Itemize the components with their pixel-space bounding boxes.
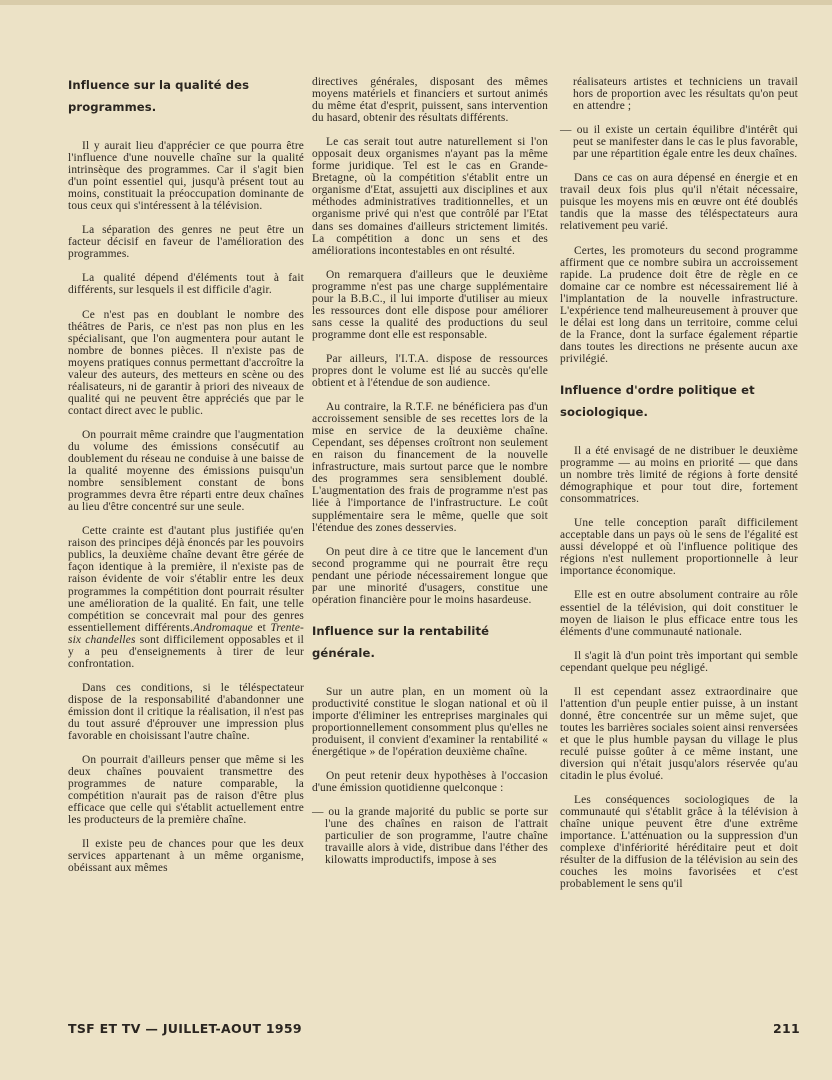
italic-title: Trente-six chandelles <box>68 621 304 646</box>
italic-title: Andromaque <box>192 621 253 634</box>
section-heading: Influence sur la qualité des programmes. <box>68 78 250 114</box>
column-3 <box>560 76 798 902</box>
paragraph: Une telle conception paraît difficilement acceptable dans un pays où le sens de l'égalité est aussi développé et où l'influence politique des régions n'est nullement proportionnelle à leur importance économique. <box>560 517 798 578</box>
paragraph: Il a été envisagé de ne distribuer le deuxième programme — au moins en priorité — que dans un nombre très limité de régions à forte densité démographique et pour tout dire, fortement consommatrices. <box>560 444 798 506</box>
dash-list-item: — ou la grande majorité du public se porte sur l'une des chaînes en raison de l'attrait particulier de son programme, l'autre chaîne travaille alors à vide, distribue dans l'éther des kilowatts improductifs, impose à ses <box>312 806 548 867</box>
paragraph: Sur un autre plan, en un moment où la productivité constitue le slogan national et où il importe d'éliminer les entreprises marginales qui proportionnellement consomment plus qu'elles ne produisent, il convient d'examiner la rentabilité « énergétique » de l'opération deuxième chaîne. <box>312 685 548 759</box>
paragraph: On pourrait d'ailleurs penser que même si les deux chaînes pouvaient transmettre des programmes de nature comparable, la compétition n'aurait pas de raison d'être plus efficace que celle qui s'établit actuellement entre les producteurs de la première chaîne. <box>68 754 304 827</box>
paragraph: Par ailleurs, l'I.T.A. dispose de ressources propres dont le volume est lié au succès qu'elle obtient et à l'étendue de son audience. <box>312 352 548 390</box>
paragraph <box>68 525 304 670</box>
section-heading: Influence d'ordre politique et sociologique. <box>560 382 755 419</box>
paragraph: Il y aurait lieu d'apprécier ce que pourra être l'influence d'une nouvelle chaîne sur la qualité intrinsèque des programmes. Car il s'agit bien d'un point essentiel qui, jusqu'à présent tout au moins, constituait la préoccupation dominante de tous ceux qui s'intéressent à la télévision. <box>68 140 304 213</box>
page-top-edge <box>0 0 832 5</box>
paragraph: Il est cependant assez extraordinaire que l'attention d'un peuple entier puisse, à un instant donné, être concentrée sur un même sujet, que toutes les barrières sociales soient ainsi renversées et que le plus humble paysan du village le plus reculé puisse goûter à ce même instant, une diversion qui n'était jusqu'alors réservée qu'au citadin le plus évolué. <box>560 685 798 783</box>
paragraph: On peut dire à ce titre que le lancement d'un second programme qui ne pourrait être reçu pendant une période nécessairement longue que par une minorité d'usagers, constitue une opération financière pour le moins hasardeuse. <box>312 545 548 606</box>
paragraph: Le cas serait tout autre naturellement si l'on opposait deux organismes n'ayant pas la même forme juridique. Tel est le cas en Grande-Bretagne, où la compétition s'établit entre un organisme d'Etat, assujetti aux disciplines et aux méthodes administratives traditionnelles, et un organisme privé qui n'est que contrôlé par l'Etat dans ses domaines d'ailleurs strictement limités. La compétition a donc un sens et des améliorations incontestables en ont résulté. <box>312 136 548 257</box>
paragraph: On peut retenir deux hypothèses à l'occasion d'une émission quotidienne quelconque : <box>312 770 548 795</box>
text-run: et <box>252 621 271 634</box>
paragraph: Il s'agit là d'un point très important qui semble cependant quelque peu négligé. <box>560 649 798 674</box>
text-run: sont difficilement opposables et il y a peu d'enseignements à tirer de leur confrontation. <box>68 633 305 670</box>
paragraph: Certes, les promoteurs du second programme affirment que ce nombre subira un accroissement rapide. La prudence doit être de règle en ce domaine car ce nombre est nécessairement lié à l'implantation de la nouvelle infrastructure. L'expérience tend malheureusement à prouver que le délai est long dans un territoire, comme celui de la France, dont la surface également répartie dans toutes les directions ne présente aucun axe privilégié. <box>560 244 798 365</box>
paragraph: La séparation des genres ne peut être un facteur décisif en faveur de l'amélioration des programmes. <box>68 224 304 261</box>
paragraph: Ce n'est pas en doublant le nombre des théâtres de Paris, ce n'est pas non plus en les spécialisant, que l'on augmentera pour autant le nombre de bonnes pièces. Il n'existe pas de moyens pratiques connus permettant d'accroître la valeur des auteurs, des metteurs en scène ou des réalisateurs, ni de garantir à priori des niveaux de qualité qui ne peuvent être appréciés que par le contact direct avec le public. <box>68 308 304 417</box>
paragraph: Au contraire, la R.T.F. ne bénéficiera pas d'un accroissement sensible de ses recettes lors de la mise en service de la deuxième chaîne. Cependant, ses dépenses croîtront non seulement en raison du financement de la nouvelle infrastructure, mais surtout parce que le nombre des programmes sera sensiblement doublé. L'augmentation des frais de programme n'est pas liée à l'importance de l'infrastructure. Le coût supplémentaire sera le même, quelle que soit l'étendue des zones desservies. <box>312 401 548 534</box>
paragraph: On remarquera d'ailleurs que le deuxième programme n'est pas une charge supplémentaire pour la B.B.C., il lui importe d'utiliser au mieux les ressources dont elle dispose pour améliorer sans cesse la qualité des productions du seul programme dont elle est responsable. <box>312 268 548 341</box>
paragraph: directives générales, disposant des mêmes moyens matériels et financiers et surtout animés du même état d'esprit, puissent, sans intervention du hasard, obtenir des résultats différents. <box>312 76 548 125</box>
paragraph: La qualité dépend d'éléments tout à fait différents, sur lesquels il est difficile d'agir. <box>68 272 304 297</box>
paragraph: Il existe peu de chances pour que les deux services appartenant à un même organisme, obéissant aux mêmes <box>68 838 304 875</box>
publication-footer: TSF ET TV — JUILLET-AOUT 1959 <box>68 1021 302 1036</box>
section-heading: Influence sur la rentabilité générale. <box>312 623 490 660</box>
paragraph: On pourrait même craindre que l'augmentation du volume des émissions consécutif au doublement du réseau ne conduise à une baisse de la qualité moyenne des émissions puisqu'un nombre sensiblement constant de bons programmes devra être réparti entre deux chaînes au lieu d'être concentré sur une seule. <box>68 428 304 514</box>
dash-list-item: réalisateurs artistes et techniciens un travail hors de proportion avec les résultats qu'on peut en attendre ; <box>573 76 798 113</box>
paragraph: Dans ces conditions, si le téléspectateur dispose de la responsabilité d'abandonner une émission dont il critique la réalisation, il n'est pas du tout assuré d'éprouver une impression plus favorable en choisissant l'autre chaîne. <box>68 681 304 743</box>
dash-list-item: — ou il existe un certain équilibre d'intérêt qui peut se manifester dans le cas le plus favorable, par une répartition égale entre les deux chaînes. <box>560 124 798 161</box>
column-2 <box>312 76 548 878</box>
column-1 <box>68 74 304 886</box>
text-run: Cette crainte est d'autant plus justifiée qu'en raison des principes déjà énoncés par les pouvoirs publics, la deuxième chaîne devant être gérée de façon identique à la première, il n'existe pas de raison évidente de voir s'établir entre les deux programmes la compétition dont pourrait résulter une amélioration de la qualité. En fait, une telle compétition se concevrait mal pour des genres essentiellement différents. <box>68 525 304 634</box>
paragraph: Les conséquences sociologiques de la communauté qui s'établit grâce à la télévision à chaîne unique peuvent être d'une extrême importance. L'atténuation ou la suppression d'un complexe d'infériorité héréditaire peut et doit résulter de la diffusion de la télévision au sein des couches les moins favorisées et c'est probablement le sens qu'il <box>560 794 798 891</box>
paragraph: Dans ce cas on aura dépensé en énergie et en travail deux fois plus qu'il n'était nécessaire, puisque les moyens mis en œuvre ont été doublés tandis que la masse des téléspectateurs aura relativement peu varié. <box>560 172 798 233</box>
page-number: 211 <box>773 1021 800 1036</box>
paragraph: Elle est en outre absolument contraire au rôle essentiel de la télévision, qui doit constituer le moyen de liaison le plus efficace entre tous les éléments d'une communauté nationale. <box>560 589 798 638</box>
